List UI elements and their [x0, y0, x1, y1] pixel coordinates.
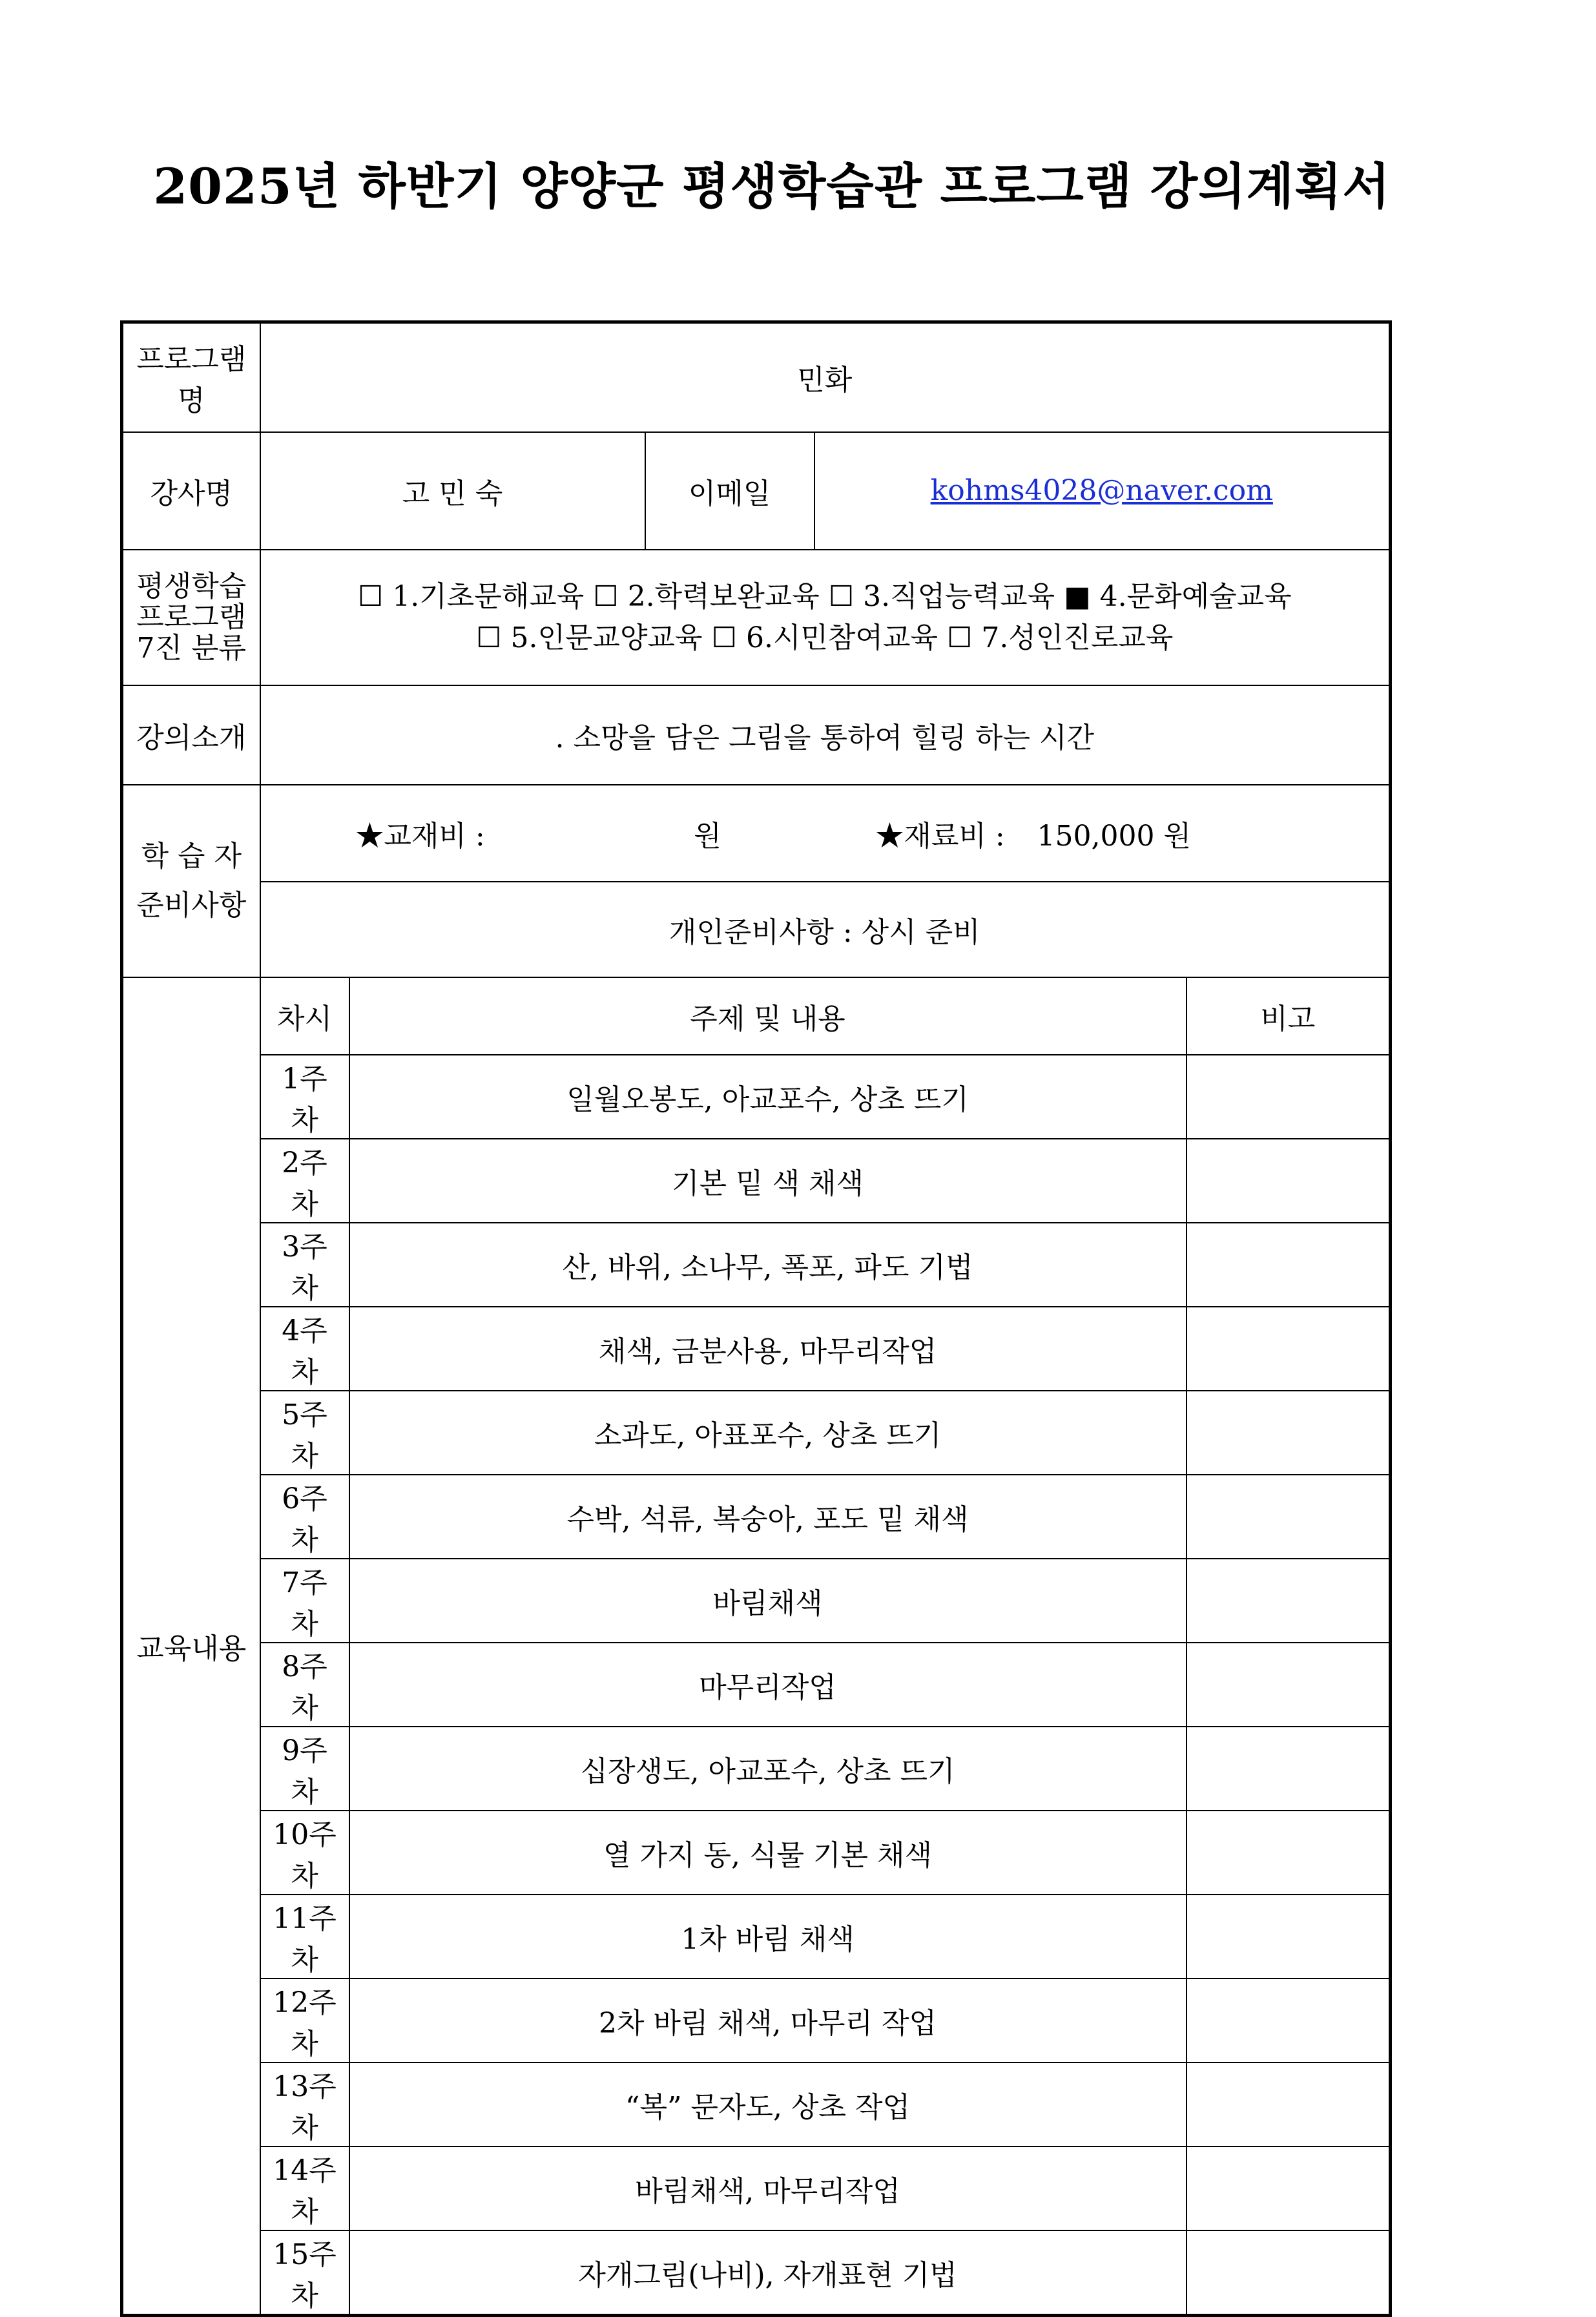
personal-prep-row — [122, 882, 1391, 977]
session-cell: 5주차 — [260, 1391, 349, 1475]
table-row — [122, 1811, 1391, 1895]
program-row — [122, 322, 1391, 432]
topic-cell: 기본 밑 색 채색 — [349, 1139, 1187, 1223]
note-cell — [1187, 1307, 1391, 1391]
email-link[interactable]: kohms4028@naver.com — [930, 474, 1273, 507]
category-options-line-1: ☐ 1.기초문해교육 ☐ 2.학력보완교육 ☐ 3.직업능력교육 ■ 4.문화예술교육 — [357, 579, 1292, 613]
session-cell: 1주차 — [260, 1055, 349, 1139]
topic-cell: 마무리작업 — [349, 1643, 1187, 1727]
intro-value: . 소망을 담은 그림을 통하여 힐링 하는 시간 — [260, 685, 1391, 785]
session-cell: 9주차 — [260, 1727, 349, 1811]
table-row — [122, 1727, 1391, 1811]
table-row — [122, 1559, 1391, 1643]
session-cell: 7주차 — [260, 1559, 349, 1643]
note-cell — [1187, 1559, 1391, 1643]
textbook-fee-label: ★교재비 : — [355, 819, 485, 853]
topic-cell: 십장생도, 아교포수, 상초 뜨기 — [349, 1727, 1187, 1811]
program-value: 민화 — [260, 322, 1391, 432]
material-fee-value: 150,000 원 — [1037, 819, 1191, 853]
curriculum-header-row — [122, 977, 1391, 1055]
table-row — [122, 1475, 1391, 1559]
note-cell — [1187, 2230, 1391, 2316]
curriculum-label: 교육내용 — [122, 977, 260, 2316]
category-label-line: 평생학습 — [136, 569, 247, 603]
intro-row — [122, 685, 1391, 785]
table-row — [122, 2062, 1391, 2146]
session-cell: 6주차 — [260, 1475, 349, 1559]
table-row — [122, 1223, 1391, 1307]
intro-label: 강의소개 — [122, 685, 260, 785]
email-label: 이메일 — [645, 432, 814, 550]
textbook-fee-unit: 원 — [694, 819, 721, 853]
note-cell — [1187, 1055, 1391, 1139]
lecture-plan-table — [120, 320, 1392, 2317]
table-row — [122, 1391, 1391, 1475]
session-cell: 12주차 — [260, 1979, 349, 2062]
note-cell — [1187, 1727, 1391, 1811]
instructor-row — [122, 432, 1391, 550]
session-cell: 14주차 — [260, 2146, 349, 2230]
fee-line — [269, 813, 1382, 854]
session-cell: 13주차 — [260, 2062, 349, 2146]
topic-header: 주제 및 내용 — [349, 977, 1187, 1055]
note-header: 비고 — [1187, 977, 1391, 1055]
fee-cell — [260, 785, 1391, 882]
document-title: 2025년 하반기 양양군 평생학습관 프로그램 강의계획서 — [153, 158, 1391, 215]
table-row — [122, 2230, 1391, 2316]
category-options — [260, 550, 1391, 685]
category-label — [122, 550, 260, 685]
program-label: 프로그램명 — [122, 322, 260, 432]
session-header: 차시 — [260, 977, 349, 1055]
note-cell — [1187, 2062, 1391, 2146]
instructor-label: 강사명 — [122, 432, 260, 550]
table-row — [122, 1895, 1391, 1979]
topic-cell: 바림채색 — [349, 1559, 1187, 1643]
session-cell: 10주차 — [260, 1811, 349, 1895]
prep-label-line: 학 습 자 — [141, 839, 242, 873]
prep-label — [122, 785, 260, 977]
topic-cell: 바림채색, 마무리작업 — [349, 2146, 1187, 2230]
table-row — [122, 1643, 1391, 1727]
note-cell — [1187, 1139, 1391, 1223]
session-cell: 2주차 — [260, 1139, 349, 1223]
personal-prep: 개인준비사항 : 상시 준비 — [260, 882, 1391, 977]
topic-cell: 수박, 석류, 복숭아, 포도 밑 채색 — [349, 1475, 1187, 1559]
category-row — [122, 550, 1391, 685]
topic-cell: “복” 문자도, 상초 작업 — [349, 2062, 1187, 2146]
category-label-line: 7진 분류 — [136, 631, 246, 665]
table-row — [122, 1307, 1391, 1391]
session-cell: 8주차 — [260, 1643, 349, 1727]
topic-cell: 산, 바위, 소나무, 폭포, 파도 기법 — [349, 1223, 1187, 1307]
prep-label-line: 준비사항 — [136, 888, 247, 922]
note-cell — [1187, 2146, 1391, 2230]
topic-cell: 자개그림(나비), 자개표현 기법 — [349, 2230, 1187, 2316]
topic-cell: 일월오봉도, 아교포수, 상초 뜨기 — [349, 1055, 1187, 1139]
topic-cell: 소과도, 아표포수, 상초 뜨기 — [349, 1391, 1187, 1475]
table-row — [122, 1979, 1391, 2062]
table-row — [122, 2146, 1391, 2230]
category-label-line: 프로그램 — [136, 600, 247, 634]
note-cell — [1187, 1643, 1391, 1727]
topic-cell: 채색, 금분사용, 마무리작업 — [349, 1307, 1187, 1391]
material-fee-label: ★재료비 : — [875, 819, 1005, 853]
session-cell: 11주차 — [260, 1895, 349, 1979]
note-cell — [1187, 1979, 1391, 2062]
email-cell — [814, 432, 1391, 550]
topic-cell: 2차 바림 채색, 마무리 작업 — [349, 1979, 1187, 2062]
table-row — [122, 1055, 1391, 1139]
fee-row — [122, 785, 1391, 882]
topic-cell: 열 가지 동, 식물 기본 채색 — [349, 1811, 1187, 1895]
note-cell — [1187, 1811, 1391, 1895]
session-cell: 4주차 — [260, 1307, 349, 1391]
category-options-line-2: ☐ 5.인문교양교육 ☐ 6.시민참여교육 ☐ 7.성인진로교육 — [476, 621, 1174, 654]
session-cell: 3주차 — [260, 1223, 349, 1307]
table-row — [122, 1139, 1391, 1223]
note-cell — [1187, 1475, 1391, 1559]
note-cell — [1187, 1391, 1391, 1475]
topic-cell: 1차 바림 채색 — [349, 1895, 1187, 1979]
instructor-value: 고 민 숙 — [260, 432, 645, 550]
session-cell: 15주차 — [260, 2230, 349, 2316]
note-cell — [1187, 1223, 1391, 1307]
note-cell — [1187, 1895, 1391, 1979]
